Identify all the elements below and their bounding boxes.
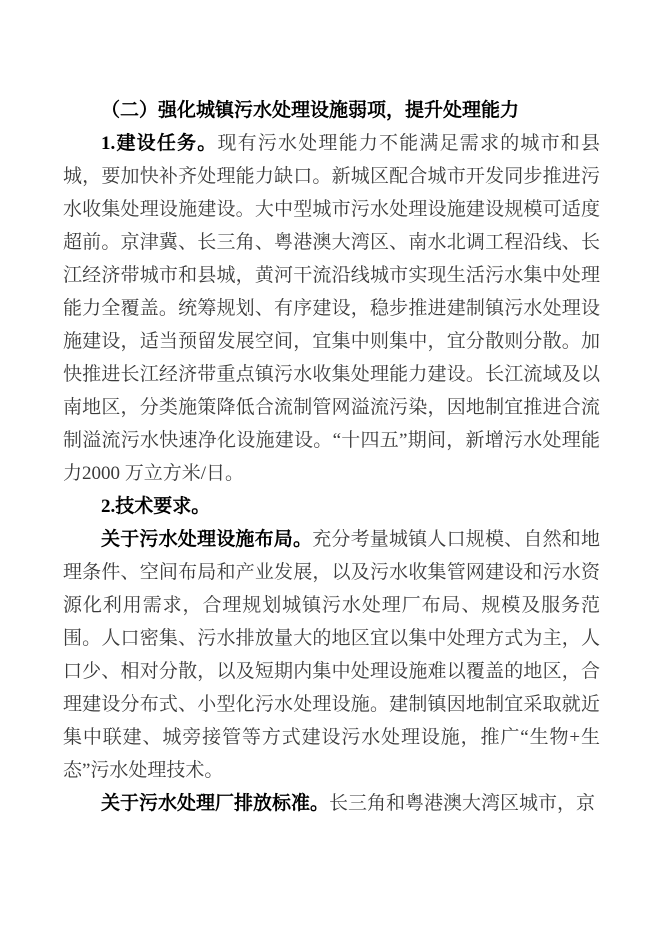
paragraph-discharge-standards: [63, 787, 600, 820]
paragraph-lead: 关于污水处理厂排放标准。: [101, 793, 330, 814]
paragraph-body: 现有污水处理能力不能满足需求的城市和县城，要加快补齐处理能力缺口。新城区配合城市开发同步推进污水收集处理设施建设。大中型城市污水处理设施建设规模可适度超前。京津冀、长三角、粤港澳大湾区、南水北调工程沿线、长江经济带城市和县城，黄河干流沿线城市实现生活污水集中处理能力全覆盖。统筹规划、有序建设，稳步推进建制镇污水处理设施建设，适当预留发展空间，宜集中则集中，宜分散则分散。加快推进长江经济带重点镇污水收集处理能力建设。长江流域及以南地区，分类施策降低合流制管网溢流污染，因地制宜推进合流制溢流污水快速净化设施建设。“十四五”期间，新增污水处理能力2000 万立方米/日。: [63, 133, 600, 484]
paragraph-lead: 1.建设任务。: [101, 133, 218, 154]
paragraph-lead: 2.技术要求。: [101, 496, 211, 517]
paragraph-lead: 关于污水处理设施布局。: [101, 529, 313, 550]
paragraph-body: 长三角和粤港澳大湾区城市，京: [329, 793, 596, 814]
paragraph-body: 充分考量城镇人口规模、自然和地理条件、空间布局和产业发展，以及污水收集管网建设和污水资源化利用需求，合理规划城镇污水处理厂布局、规模及服务范围。人口密集、污水排放量大的地区宜以集中处理方式为主，人口少、相对分散，以及短期内集中处理设施难以覆盖的地区，合理建设分布式、小型化污水处理设施。建制镇因地制宜采取就近集中联建、城旁接管等方式建设污水处理设施，推广“生物+生态”污水处理技术。: [63, 529, 600, 781]
paragraph-facility-layout: [63, 523, 600, 787]
paragraph-technical-requirements: [63, 490, 600, 523]
section-heading: （二）强化城镇污水处理设施弱项，提升处理能力: [101, 100, 520, 121]
paragraph-construction-tasks: [63, 127, 600, 490]
